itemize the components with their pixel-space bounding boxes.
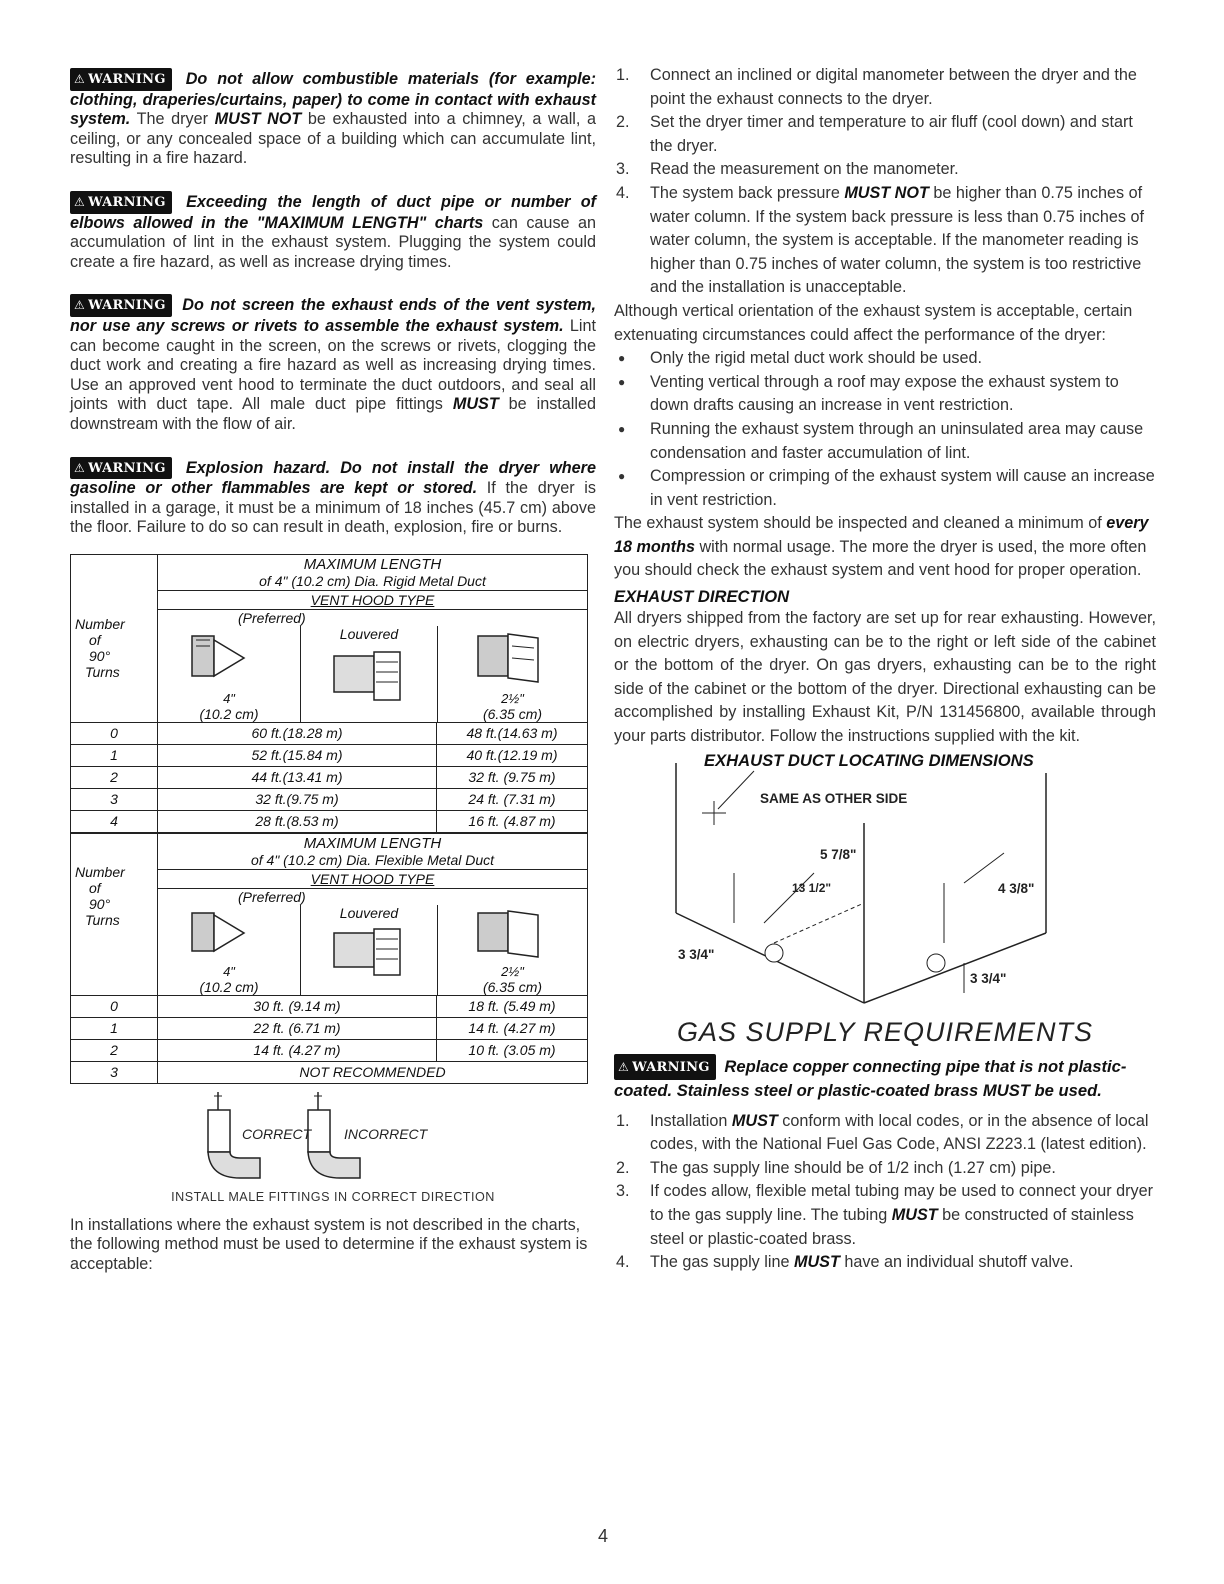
inspect-para: The exhaust system should be inspected and cleaned a minimum of every 18 months with normal usage. The more the dryer is used, the more often you should check the exhaust system and vent hood for proper operation. [614,514,1149,580]
gas-steps [614,1110,1156,1275]
flap-hood-icon [468,626,558,688]
flap-hood-icon [468,905,558,961]
list-item: 4. The gas supply line MUST have an individual shutoff valve. [616,1253,1074,1272]
vent-hood-type-header: VENT HOOD TYPE [158,869,588,888]
vent-hood-images: (Preferred) 4" (10.2 cm) Louvered 2½" (6.35 cm) [158,888,588,995]
table-row: 4 28 ft.(8.53 m) 16 ft. (4.87 m) [71,810,588,832]
preferred-hood-icon [184,905,274,961]
flap-hood: 2½" (6.35 cm) [438,626,587,722]
louvered-hood: Louvered [300,626,438,722]
list-item: ● Venting vertical through a roof may expose the exhaust system to down drafts causing an increase in vent restriction. [618,372,1119,415]
table-title: MAXIMUM LENGTH of 4" (10.2 cm) Dia. Rigid Metal Duct [158,554,588,590]
table-row: 2 14 ft. (4.27 m) 10 ft. (3.05 m) [71,1039,588,1061]
warning-badge: ⚠ WARNING [70,68,172,91]
list-item: 4. The system back pressure MUST NOT be higher than 0.75 inches of water column. If the system back pressure is less than 0.75 inches of water column, the system is acceptable. If the manometer reading is higher than 0.75 inches of water column, the system is too restrictive and the installation is unacceptable. [616,183,1144,297]
vertical-bullets [614,347,1156,512]
right-column: 1. Connect an inclined or digital manometer between the dryer and the point the exhaust connects to the dryer. 2. Set the dryer timer and temperature to air fluff (cool down) and start the dryer. 3. Read the measurement on the manometer. 4. The system back pressure MUST NOT be higher than 0.75 inches of water column. If the system back pressure is less than 0.75 inches of water column, the system is acceptable. If the manometer reading is higher than 0.75 inches of water column, the system is too restrictive and the installation is unacceptable. Although vertical orientation of the exhaust system is acceptable, certain extenuating circumstances could affect the performance of the dryer: ● Only the rigid metal duct work should be used. ● Venting vertical through a roof may expose the exhaust system to down drafts causing an increase in vent restriction. ● Running the exhaust system through an uninsulated area may cause condensation and faster accumulation of lint. ● Compression or crimping of the exhaust system will cause an increase in vent restriction. The exhaust system should be inspected and cleaned a minimum of every 18 months with normal usage. The more the dryer is used, the more often you should check the exhaust system and vent hood for proper operation. EXHAUST DIRECTION All dryers shipped from the factory are set up for rear exhausting. However, on electric dryers, exhausting can be to the right or left side of the cabinet or the bottom of the dryer. On gas dryers, exhausting can be to the right side of the cabinet or the bottom of the dryer. Directional exhausting can be accomplished by installing Exhaust Kit, P/N 131456800, available through your parts distributor. Follow the instructions supplied with the kit. EXHAUST DUCT LOCATING DIMENSIONS SAME AS OTHER SIDE 5 7/8" 13 1/2" 4 3/8" 3 3/4" 3 3/4" GAS SUPPLY REQUIREMENTS ⚠ WARNING Replace copper connecting pipe that is not plastic-coated. Stainless steel or plastic-coated brass MUST be used. 1. Installation MUST conform with local codes, or in the absence of local codes, with the National Fuel Gas Code, ANSI Z223.1 (latest edition). 2. The gas supply line should be of 1/2 inch (1.27 cm) pipe. 3. If codes allow, flexible metal tubing may be used to connect your dryer to the gas supply line. The tubing MUST be constructed of stainless steel or plastic-coated brass. 4. The gas supply line MUST have an individual shutoff valve. [614,64,1156,1275]
rigid-duct-table [70,554,588,1084]
page-number: 4 [598,1526,609,1546]
flap-hood: 2½" (6.35 cm) [438,905,587,995]
list-item: ● Compression or crimping of the exhaust system will cause an increase in vent restriction. [618,467,1155,509]
warning-triangle-icon: ⚠ [618,1059,630,1074]
vent-hood-type-header: VENT HOOD TYPE [158,590,588,609]
turns-header: Number of 90° Turns [71,833,158,995]
table-row: 3 NOT RECOMMENDED [71,1061,588,1083]
flexible-duct-table [70,833,588,1084]
fitting-diagram: CORRECT INCORRECT [70,1090,596,1186]
table-row: 0 60 ft.(18.28 m) 48 ft.(14.63 m) [71,722,588,744]
warning-badge: ⚠ WARNING [614,1054,716,1080]
list-item: 3. Read the measurement on the manometer. [616,160,959,179]
warning-combustible: ⚠ WARNING Do not allow combustible materials (for example: clothing, draperies/curtains, paper) to come in contact with exhaust system. The dryer MUST NOT be exhausted into a chimney, a wall, a ceiling, or any concealed space of a building which can accumulate lint, resulting in a fire hazard. [70,70,597,168]
list-item: 2. The gas supply line should be of 1/2 inch (1.27 cm) pipe. [616,1158,1056,1177]
table-row: 1 52 ft.(15.84 m) 40 ft.(12.19 m) [71,744,588,766]
warning-badge: ⚠ WARNING [70,457,172,480]
warning-triangle-icon: ⚠ [74,72,86,86]
turns-header: Number of 90° Turns [71,554,158,722]
list-item: 1. Connect an inclined or digital manometer between the dryer and the point the exhaust connects to the dryer. [616,66,1137,108]
manometer-steps [614,64,1156,300]
warning-explosion: ⚠ WARNING Explosion hazard. Do not install the dryer where gasoline or other flammables are kept or stored. If the dryer is installed in a garage, it must be a minimum of 18 inches (45.7 cm) above the floor. Failure to do so can result in death, explosion, fire or burns. [70,458,596,537]
exhaust-duct-diagram: EXHAUST DUCT LOCATING DIMENSIONS SAME AS OTHER SIDE 5 7/8" 13 1/2" 4 3/8" 3 3/4" 3 3/4" [614,751,1156,1013]
vent-hood-images: (Preferred) 4" (10.2 cm) Louvered 2½" (6.35 cm) [158,609,588,722]
warning-triangle-icon: ⚠ [74,298,86,313]
list-item: ● Only the rigid metal duct work should be used. [618,349,983,368]
warning-triangle-icon: ⚠ [74,460,86,475]
list-item: 1. Installation MUST conform with local codes, or in the absence of local codes, with the National Fuel Gas Code, ANSI Z223.1 (latest edition). [616,1111,1149,1154]
table-row: 1 22 ft. (6.71 m) 14 ft. (4.27 m) [71,1017,588,1039]
list-item: 3. If codes allow, flexible metal tubing may be used to connect your dryer to the gas supply line. The tubing MUST be constructed of stainless steel or plastic-coated brass. [616,1182,1153,1248]
warning-badge: ⚠ WARNING [70,294,172,317]
preferred-hood: 4" (10.2 cm) [158,626,300,722]
preferred-hood-icon [184,626,274,688]
left-column: ⚠ WARNING Do not allow combustible materials (for example: clothing, draperies/curtains, paper) to come in contact with exhaust system. The dryer MUST NOT be exhausted into a chimney, a wall, a ceiling, or any concealed space of a building which can accumulate lint, resulting in a fire hazard. ⚠ WARNING Exceeding the length of duct pipe or number of elbows allowed in the "MAXIMUM LENGTH" charts can cause an accumulation of lint in the exhaust system. Plugging the system could create a fire hazard, as well as increase drying times. ⚠ WARNING Do not screen the exhaust ends of the vent system, nor use any screws or rivets to assemble the exhaust system. Lint can become caught in the screen, on the screws or rivets, clogging the duct work and creating a fire hazard as well as increasing drying times. Use an approved vent hood to terminate the duct outdoors, and seal all joints with duct tape. All male duct pipe fittings MUST be installed downstream with the flow of air. ⚠ WARNING Explosion hazard. Do not install the dryer where gasoline or other flammables are kept or stored. If the dryer is installed in a garage, it must be a minimum of 18 inches (45.7 cm) above the floor. Failure to do so can result in death, explosion, fire or burns. Number of 90° Turns MAXIMUM LENGTH of 4" (10.2 cm) Dia. Rigid Metal Duct VENT HOOD TYPE (Preferred) 4" (10.2 cm) Louvered 2½" (6.35 cm) 0 60 ft.(18.28 m) 48 ft.(14.63 m) 1 52 ft.(15.84 m) 40 ft.(12.19 m) 2 44 ft.(13.41 m) 32 ft. (9.75 m) 3 32 ft.(9.75 m) 24 ft. (7.31 m) 4 28 ft.(8.53 m) 16 ft. (4.87 m) Number of 90° Turns MAXIMUM LENGTH of 4" (10.2 cm) Dia. Flexible Metal Duct VENT HOOD TYPE (Preferred) 4" (10.2 cm) Louvered 2½" (6.35 cm) 0 30 ft. (9.14 m) 18 ft. (5.49 m) 1 22 ft. (6.71 m) 14 ft. (4.27 m) 2 14 ft. (4.27 m) 10 ft. (3.05 m) 3 NOT RECOMMENDED CORRECT INCORRECT INSTALL MALE FITTINGS IN CORRECT DIRECTION In installations where the exhaust system is not described in the charts, the following method must be used to determine if the exhaust system is acceptable: [70,70,597,1274]
list-item: 2. Set the dryer timer and temperature to air fluff (cool down) and start the dryer. [616,113,1133,155]
warning-badge: ⚠ WARNING [70,191,172,214]
table-row: 3 32 ft.(9.75 m) 24 ft. (7.31 m) [71,788,588,810]
preferred-hood: 4" (10.2 cm) [158,905,300,995]
louvered-hood: Louvered [300,905,438,995]
warning-max-length: ⚠ WARNING Exceeding the length of duct pipe or number of elbows allowed in the "MAXIMUM LENGTH" charts can cause an accumulation of lint in the exhaust system. Plugging the system could create a fire hazard, as well as increase drying times. [70,192,597,271]
table-title: MAXIMUM LENGTH of 4" (10.2 cm) Dia. Flexible Metal Duct [158,833,588,869]
warning-no-screen: ⚠ WARNING Do not screen the exhaust ends of the vent system, nor use any screws or rivets to assemble the exhaust system. Lint can become caught in the screen, on the screws or rivets, clogging the duct work and creating a fire hazard as well as increasing drying times. Use an approved vent hood to terminate the duct outdoors, and seal all joints with duct tape. All male duct pipe fittings MUST be installed downstream with the flow of air. [70,296,597,433]
table-row: 2 44 ft.(13.41 m) 32 ft. (9.75 m) [71,766,588,788]
gas-warning: ⚠ WARNING Replace copper connecting pipe that is not plastic-coated. Stainless steel or plastic-coated brass MUST be used. [614,1054,1156,1102]
list-item: ● Running the exhaust system through an uninsulated area may cause condensation and faster accumulation of lint. [618,419,1144,462]
louvered-hood-icon [324,642,414,712]
table-row: 0 30 ft. (9.14 m) 18 ft. (5.49 m) [71,995,588,1017]
warning-triangle-icon: ⚠ [74,194,86,209]
louvered-hood-icon [324,921,414,987]
